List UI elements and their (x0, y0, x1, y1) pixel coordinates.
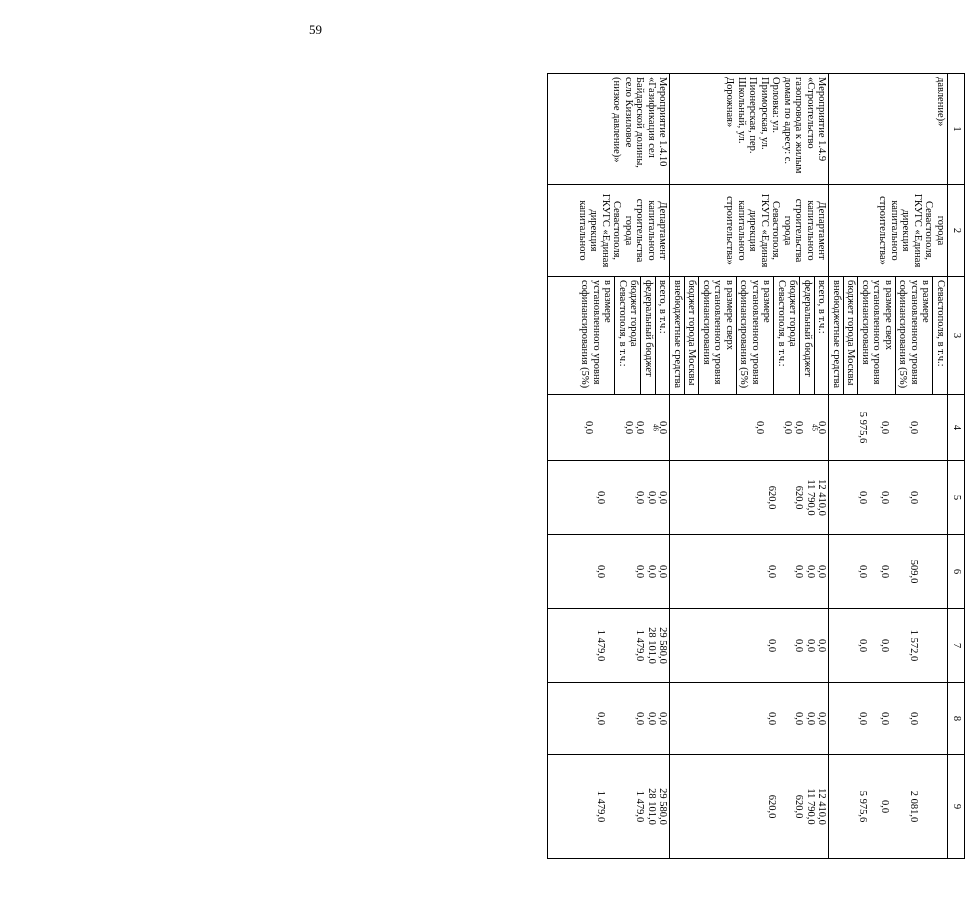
column-header-8: 8 (948, 683, 965, 755)
value: 0,0 (766, 564, 777, 579)
value: 0,0 (816, 638, 828, 653)
column-header-2: 2 (948, 185, 965, 277)
footnote-marker: 46 (651, 424, 660, 431)
value: 0,0 (583, 420, 595, 435)
value: 0,0 (793, 638, 805, 653)
source-stack (830, 277, 948, 394)
value-cell-6 (548, 535, 670, 609)
value-cell-6 (670, 535, 829, 609)
value: 0,0 (879, 490, 890, 505)
value: 0,0 (805, 711, 816, 726)
source-label: в размере сверх установленного уровня софинансирования (699, 277, 737, 394)
source-cell (548, 277, 670, 395)
value-cell-9 (829, 755, 948, 859)
value: 620,0 (766, 794, 777, 819)
source-label: бюджет города Севастополя, в т.ч.: (774, 277, 800, 394)
measure-title: Мероприятие 1.4.10 «Газификация сел Байдарской долины, село Кизиловое (низкое давление)» (548, 74, 670, 185)
value-cell-5 (670, 461, 829, 535)
value: 0,0 (857, 711, 869, 726)
value: 12 410,0 (816, 788, 828, 825)
value: 11 790,0 (805, 788, 816, 825)
value: 0,0 (623, 420, 634, 435)
source-cell (829, 277, 948, 395)
value: 0,0 (657, 490, 669, 505)
value: 0,0 (879, 420, 890, 435)
value-with-footnote (646, 398, 669, 457)
value: 0,0 (646, 490, 657, 505)
value-cell-5 (829, 461, 948, 535)
executor: Департамент капитального строительства города Севастополя, ГКУГС «Единая дирекция капитального (548, 185, 670, 277)
value-cell-9 (548, 755, 670, 859)
source-label: Севастополя, в т.ч.: (933, 277, 948, 394)
value-cell-9 (670, 755, 829, 859)
value: 0,0 (782, 420, 793, 435)
value-cell-7 (670, 609, 829, 683)
value: 0,0 (595, 564, 606, 579)
source-label: в размере сверх установленного уровня софинансирования (858, 277, 896, 394)
value-cell-8 (548, 683, 670, 755)
value: 0,0 (857, 564, 869, 579)
continuation-row (829, 74, 948, 859)
value: 0,0 (634, 490, 646, 505)
value: 0,0 (793, 564, 805, 579)
value: 0,0 (816, 711, 828, 726)
value-cell-4 (548, 395, 670, 461)
value: 620,0 (793, 794, 805, 819)
value: 0,0 (805, 638, 816, 653)
column-header-3: 3 (948, 277, 965, 395)
column-header-4: 4 (948, 395, 965, 461)
value-cell-4 (829, 395, 948, 461)
rotated-table-sheet (535, 73, 965, 858)
value: 0,0 (657, 564, 669, 579)
value-cell-4 (670, 395, 829, 461)
value: 0,0 (793, 420, 805, 435)
value: 0,0 (879, 711, 890, 726)
value: 0,0 (634, 711, 646, 726)
value: 0,0 (634, 420, 646, 435)
value: 0,0 (908, 490, 920, 505)
value: 0,0 (879, 564, 890, 579)
value: 0,0 (657, 420, 669, 435)
source-label: внебюджетные средства (672, 280, 683, 389)
value: 0,0 (754, 420, 766, 435)
value: 1 572,0 (908, 629, 920, 662)
value: 0,0 (879, 799, 890, 814)
value: 28 101,0 (646, 627, 657, 664)
source-label: федеральный бюджет (800, 277, 815, 394)
value: 0,0 (646, 564, 657, 579)
executor: Департамент капитального строительства города Севастополя, ГКУГС «Единая дирекция капитального строительства» (670, 185, 829, 277)
value: 1 479,0 (595, 790, 606, 823)
footnote-marker: 45 (810, 424, 819, 431)
page-number: 59 (309, 22, 322, 37)
value: 5 975,6 (857, 411, 869, 444)
value: 0,0 (766, 711, 777, 726)
measure-row (548, 74, 670, 859)
value: 509,0 (908, 559, 920, 584)
measure-title-continuation: давление)» (829, 74, 948, 185)
executor-continuation: города Севастополя, ГКУГС «Единая дирекция капитального строительства» (829, 185, 948, 277)
value: 0,0 (879, 638, 890, 653)
value-cell-6 (829, 535, 948, 609)
value: 0,0 (657, 711, 669, 726)
value: 0,0 (857, 638, 869, 653)
value: 0,0 (766, 638, 777, 653)
value-cell-7 (829, 609, 948, 683)
value: 29 580,0 (657, 788, 669, 825)
column-number-row (948, 74, 965, 859)
column-header-5: 5 (948, 461, 965, 535)
value: 0,0 (816, 564, 828, 579)
column-header-7: 7 (948, 609, 965, 683)
source-label: всего, в т.ч.: (814, 277, 829, 394)
value: 0,0 (634, 564, 646, 579)
value-cell-8 (829, 683, 948, 755)
source-label: бюджет города Севастополя, в т.ч.: (615, 277, 641, 394)
value: 1 479,0 (595, 629, 606, 662)
source-label: внебюджетные средства (831, 280, 842, 389)
column-header-9: 9 (948, 755, 965, 859)
value: 0,0 (908, 711, 920, 726)
value: 12 410,0 (816, 479, 828, 516)
value: 0,0 (595, 711, 606, 726)
value-cell-8 (670, 683, 829, 755)
value: 29 580,0 (657, 627, 669, 664)
financing-table (548, 73, 965, 859)
value-cell-5 (548, 461, 670, 535)
value: 5 975,6 (857, 790, 869, 823)
value: 0,0 (816, 420, 828, 435)
source-label: в размере установленного уровня софинансирования (5%) (579, 280, 614, 389)
column-header-6: 6 (948, 535, 965, 609)
source-label: бюджет города Москвы (684, 277, 699, 394)
measure-title: Мероприятие 1.4.9 «Строительство газопровода к жилым домам по адресу: с. Орловка: ул. Приморская, ул. Пионерская, пер. Школьный, ул. Дорожная» (670, 74, 829, 185)
measure-row (670, 74, 829, 859)
value: 0,0 (646, 711, 657, 726)
value-cell-7 (548, 609, 670, 683)
value: 1 479,0 (634, 790, 646, 823)
value-with-footnote (805, 398, 828, 457)
source-label: в размере установленного уровня софинансирования (5%) (736, 277, 774, 394)
value: 0,0 (908, 420, 920, 435)
value: 620,0 (793, 485, 805, 510)
source-label: бюджет города Москвы (843, 277, 858, 394)
value: 0,0 (857, 490, 869, 505)
value: 0,0 (595, 490, 606, 505)
source-label: в размере установленного уровня софинансирования (5%) (895, 277, 933, 394)
value: 620,0 (766, 485, 777, 510)
value: 1 479,0 (634, 629, 646, 662)
value: 28 101,0 (646, 788, 657, 825)
value: 2 081,0 (908, 790, 920, 823)
source-label: федеральный бюджет (641, 277, 656, 394)
value: 0,0 (793, 711, 805, 726)
value: 11 790,0 (805, 479, 816, 516)
source-label: всего, в т.ч.: (655, 277, 670, 394)
value: 0,0 (805, 564, 816, 579)
column-header-1: 1 (948, 74, 965, 185)
source-cell (670, 277, 829, 395)
